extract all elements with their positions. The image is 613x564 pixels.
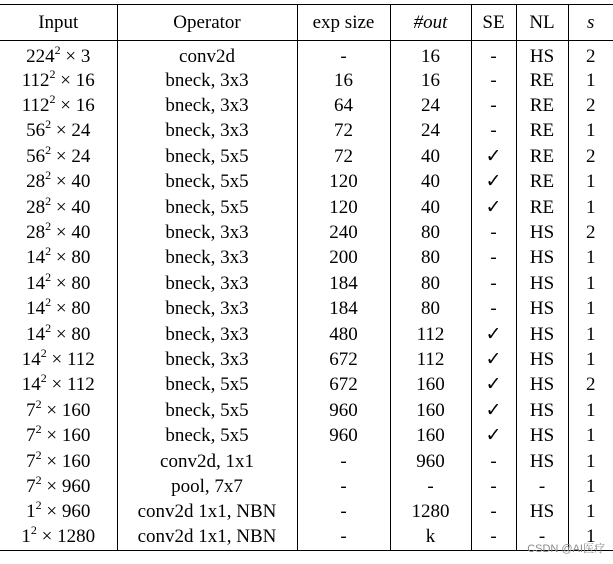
cell-operator: bneck, 3x3 <box>117 220 297 245</box>
input-base: 56 <box>26 145 46 167</box>
cell-exp-size: 672 <box>297 347 390 372</box>
input-base: 14 <box>26 247 46 269</box>
cell-se: - <box>471 474 516 499</box>
cell-stride: 1 <box>568 297 613 322</box>
table-row <box>0 170 613 195</box>
cell-operator: bneck, 3x3 <box>117 93 297 118</box>
input-exponent: 2 <box>49 66 56 81</box>
input-exponent: 2 <box>45 117 52 132</box>
cell-nl: HS <box>516 220 568 245</box>
table-row <box>0 449 613 474</box>
cell-exp-size: - <box>297 525 390 550</box>
cell-out: 16 <box>390 68 471 93</box>
cell-input <box>0 322 117 347</box>
table-row <box>0 271 613 296</box>
cell-input <box>0 423 117 448</box>
cell-se: ✓ <box>471 322 516 347</box>
cell-se: ✓ <box>471 170 516 195</box>
input-base: 112 <box>21 69 50 91</box>
cell-stride: 1 <box>568 271 613 296</box>
input-base: 14 <box>26 323 46 345</box>
cell-input <box>0 246 117 271</box>
cell-stride: 1 <box>568 195 613 220</box>
input-base: 14 <box>21 348 41 370</box>
cell-se: ✓ <box>471 144 516 169</box>
cell-nl: RE <box>516 68 568 93</box>
table-row <box>0 474 613 499</box>
cell-out: 80 <box>390 297 471 322</box>
input-base: 7 <box>26 450 36 472</box>
cell-operator: bneck, 3x3 <box>117 119 297 144</box>
cell-se: - <box>471 500 516 525</box>
input-rest: × 80 <box>51 272 91 294</box>
input-rest: × 80 <box>51 323 91 345</box>
cell-stride: 1 <box>568 170 613 195</box>
cell-out: 160 <box>390 373 471 398</box>
table-row <box>0 119 613 144</box>
cell-exp-size: 16 <box>297 68 390 93</box>
table-row <box>0 423 613 448</box>
cell-input <box>0 195 117 220</box>
input-rest: × 960 <box>41 501 91 523</box>
cell-nl: RE <box>516 170 568 195</box>
table-row <box>0 93 613 118</box>
cell-out: 40 <box>390 170 471 195</box>
cell-nl: RE <box>516 144 568 169</box>
table-row <box>0 398 613 423</box>
input-rest: × 24 <box>51 145 91 167</box>
cell-exp-size: 672 <box>297 373 390 398</box>
cell-input <box>0 93 117 118</box>
table-row <box>0 144 613 169</box>
input-rest: × 160 <box>41 425 91 447</box>
input-base: 1 <box>26 501 36 523</box>
cell-out: 80 <box>390 271 471 296</box>
input-base: 7 <box>26 425 36 447</box>
header-se: SE <box>471 5 516 41</box>
input-exponent: 2 <box>45 168 52 183</box>
cell-se: - <box>471 220 516 245</box>
cell-stride: 2 <box>568 41 613 69</box>
input-rest: × 160 <box>41 450 91 472</box>
input-exponent: 2 <box>45 142 52 157</box>
cell-se: ✓ <box>471 195 516 220</box>
cell-se: - <box>471 119 516 144</box>
input-base: 28 <box>26 171 46 193</box>
input-rest: × 24 <box>51 120 91 142</box>
input-exponent: 2 <box>30 523 37 538</box>
cell-stride: 1 <box>568 500 613 525</box>
input-exponent: 2 <box>45 320 52 335</box>
cell-exp-size: 240 <box>297 220 390 245</box>
cell-nl: HS <box>516 347 568 372</box>
cell-input <box>0 525 117 550</box>
input-exponent: 2 <box>49 92 56 107</box>
cell-exp-size: 64 <box>297 93 390 118</box>
cell-se: ✓ <box>471 373 516 398</box>
input-rest: × 80 <box>51 247 91 269</box>
cell-operator: bneck, 3x3 <box>117 297 297 322</box>
table-row <box>0 220 613 245</box>
cell-se: ✓ <box>471 398 516 423</box>
cell-operator: bneck, 5x5 <box>117 373 297 398</box>
cell-stride: 1 <box>568 474 613 499</box>
header-nl: NL <box>516 5 568 41</box>
cell-operator: bneck, 5x5 <box>117 170 297 195</box>
cell-stride: 1 <box>568 322 613 347</box>
cell-stride: 2 <box>568 144 613 169</box>
cell-input <box>0 474 117 499</box>
cell-operator: conv2d, 1x1 <box>117 449 297 474</box>
input-rest: × 16 <box>55 95 95 117</box>
cell-se: - <box>471 68 516 93</box>
cell-exp-size: - <box>297 500 390 525</box>
cell-se: - <box>471 93 516 118</box>
input-rest: × 40 <box>51 171 91 193</box>
header-exp-size: exp size <box>297 5 390 41</box>
table-row <box>0 246 613 271</box>
cell-operator: bneck, 3x3 <box>117 271 297 296</box>
table-row <box>0 500 613 525</box>
header-input: Input <box>0 5 117 41</box>
table-row <box>0 347 613 372</box>
input-base: 28 <box>26 222 46 244</box>
cell-out: 160 <box>390 398 471 423</box>
input-exponent: 2 <box>40 371 47 386</box>
cell-stride: 2 <box>568 220 613 245</box>
cell-input <box>0 449 117 474</box>
input-rest: × 80 <box>51 298 91 320</box>
cell-stride: 1 <box>568 68 613 93</box>
cell-operator: bneck, 3x3 <box>117 322 297 347</box>
input-exponent: 2 <box>45 244 52 259</box>
cell-operator: bneck, 3x3 <box>117 68 297 93</box>
header-stride: s <box>568 5 613 41</box>
cell-operator: conv2d 1x1, NBN <box>117 500 297 525</box>
cell-stride: 1 <box>568 119 613 144</box>
cell-out: - <box>390 474 471 499</box>
input-base: 1 <box>21 526 31 548</box>
input-rest: × 160 <box>41 399 91 421</box>
cell-out: 112 <box>390 347 471 372</box>
table-row <box>0 322 613 347</box>
input-exponent: 2 <box>35 472 42 487</box>
cell-nl: HS <box>516 297 568 322</box>
cell-exp-size: 184 <box>297 271 390 296</box>
cell-operator: conv2d <box>117 41 297 69</box>
cell-operator: bneck, 3x3 <box>117 347 297 372</box>
cell-out: 112 <box>390 322 471 347</box>
cell-stride: 1 <box>568 525 613 550</box>
cell-input <box>0 220 117 245</box>
cell-nl: HS <box>516 449 568 474</box>
cell-exp-size: 120 <box>297 195 390 220</box>
input-base: 224 <box>26 46 55 67</box>
cell-operator: bneck, 5x5 <box>117 195 297 220</box>
table-row <box>0 525 613 550</box>
cell-input <box>0 144 117 169</box>
cell-operator: bneck, 5x5 <box>117 398 297 423</box>
cell-nl: HS <box>516 398 568 423</box>
cell-out: k <box>390 525 471 550</box>
cell-se: ✓ <box>471 347 516 372</box>
input-exponent: 2 <box>45 269 52 284</box>
watermark: CSDN @AI医疗 <box>527 543 605 555</box>
input-exponent: 2 <box>45 193 52 208</box>
cell-out: 24 <box>390 93 471 118</box>
cell-out: 40 <box>390 195 471 220</box>
input-base: 14 <box>21 374 41 396</box>
input-base: 7 <box>26 475 36 497</box>
cell-nl: RE <box>516 195 568 220</box>
cell-out: 1280 <box>390 500 471 525</box>
cell-exp-size: 120 <box>297 170 390 195</box>
cell-out: 80 <box>390 246 471 271</box>
cell-exp-size: - <box>297 449 390 474</box>
table-row <box>0 373 613 398</box>
cell-se: ✓ <box>471 423 516 448</box>
table-row <box>0 297 613 322</box>
cell-exp-size: 200 <box>297 246 390 271</box>
input-exponent: 2 <box>35 447 42 462</box>
input-base: 14 <box>26 298 46 320</box>
table-row <box>0 41 613 69</box>
input-exponent: 2 <box>54 43 61 57</box>
table-row <box>0 68 613 93</box>
cell-out: 40 <box>390 144 471 169</box>
cell-exp-size: - <box>297 474 390 499</box>
table-body <box>0 41 613 551</box>
cell-operator: pool, 7x7 <box>117 474 297 499</box>
cell-operator: bneck, 3x3 <box>117 246 297 271</box>
cell-exp-size: - <box>297 41 390 69</box>
cell-out: 16 <box>390 41 471 69</box>
cell-operator: bneck, 5x5 <box>117 144 297 169</box>
table-header-row <box>0 5 613 41</box>
cell-nl: - <box>516 525 568 550</box>
input-rest: × 1280 <box>36 526 96 548</box>
cell-se: - <box>471 297 516 322</box>
cell-input <box>0 297 117 322</box>
cell-out: 960 <box>390 449 471 474</box>
cell-exp-size: 184 <box>297 297 390 322</box>
input-exponent: 2 <box>45 295 52 310</box>
input-rest: × 3 <box>60 46 91 67</box>
header-out: #out <box>390 5 471 41</box>
cell-out: 160 <box>390 423 471 448</box>
cell-exp-size: 960 <box>297 398 390 423</box>
architecture-table-container <box>0 4 613 551</box>
cell-input <box>0 373 117 398</box>
cell-nl: HS <box>516 41 568 69</box>
input-exponent: 2 <box>35 396 42 411</box>
input-rest: × 16 <box>55 69 95 91</box>
cell-nl: HS <box>516 500 568 525</box>
header-operator: Operator <box>117 5 297 41</box>
cell-se: - <box>471 246 516 271</box>
input-base: 7 <box>26 399 36 421</box>
cell-input <box>0 41 117 69</box>
input-exponent: 2 <box>35 422 42 437</box>
cell-operator: bneck, 5x5 <box>117 423 297 448</box>
cell-nl: HS <box>516 373 568 398</box>
cell-input <box>0 68 117 93</box>
table-row <box>0 195 613 220</box>
cell-input <box>0 347 117 372</box>
cell-stride: 2 <box>568 93 613 118</box>
architecture-table <box>0 4 613 551</box>
cell-nl: HS <box>516 322 568 347</box>
input-rest: × 112 <box>46 374 95 396</box>
cell-nl: HS <box>516 271 568 296</box>
cell-nl: RE <box>516 93 568 118</box>
cell-stride: 1 <box>568 246 613 271</box>
cell-input <box>0 271 117 296</box>
input-exponent: 2 <box>45 219 52 234</box>
input-base: 14 <box>26 272 46 294</box>
input-exponent: 2 <box>35 498 42 513</box>
cell-operator: conv2d 1x1, NBN <box>117 525 297 550</box>
input-rest: × 960 <box>41 475 91 497</box>
cell-stride: 1 <box>568 449 613 474</box>
cell-exp-size: 72 <box>297 119 390 144</box>
cell-exp-size: 72 <box>297 144 390 169</box>
cell-input <box>0 398 117 423</box>
input-base: 56 <box>26 120 46 142</box>
cell-input <box>0 119 117 144</box>
cell-se: - <box>471 271 516 296</box>
input-base: 28 <box>26 196 46 218</box>
input-base: 112 <box>21 95 50 117</box>
cell-exp-size: 960 <box>297 423 390 448</box>
cell-input <box>0 170 117 195</box>
cell-out: 80 <box>390 220 471 245</box>
cell-nl: - <box>516 474 568 499</box>
cell-se: - <box>471 525 516 550</box>
cell-nl: RE <box>516 119 568 144</box>
input-rest: × 40 <box>51 222 91 244</box>
cell-nl: HS <box>516 246 568 271</box>
cell-nl: HS <box>516 423 568 448</box>
cell-input <box>0 500 117 525</box>
input-rest: × 40 <box>51 196 91 218</box>
cell-stride: 2 <box>568 373 613 398</box>
cell-se: - <box>471 449 516 474</box>
cell-se: - <box>471 41 516 69</box>
cell-stride: 1 <box>568 398 613 423</box>
input-rest: × 112 <box>46 348 95 370</box>
cell-stride: 1 <box>568 347 613 372</box>
cell-out: 24 <box>390 119 471 144</box>
cell-exp-size: 480 <box>297 322 390 347</box>
input-exponent: 2 <box>40 345 47 360</box>
cell-stride: 1 <box>568 423 613 448</box>
